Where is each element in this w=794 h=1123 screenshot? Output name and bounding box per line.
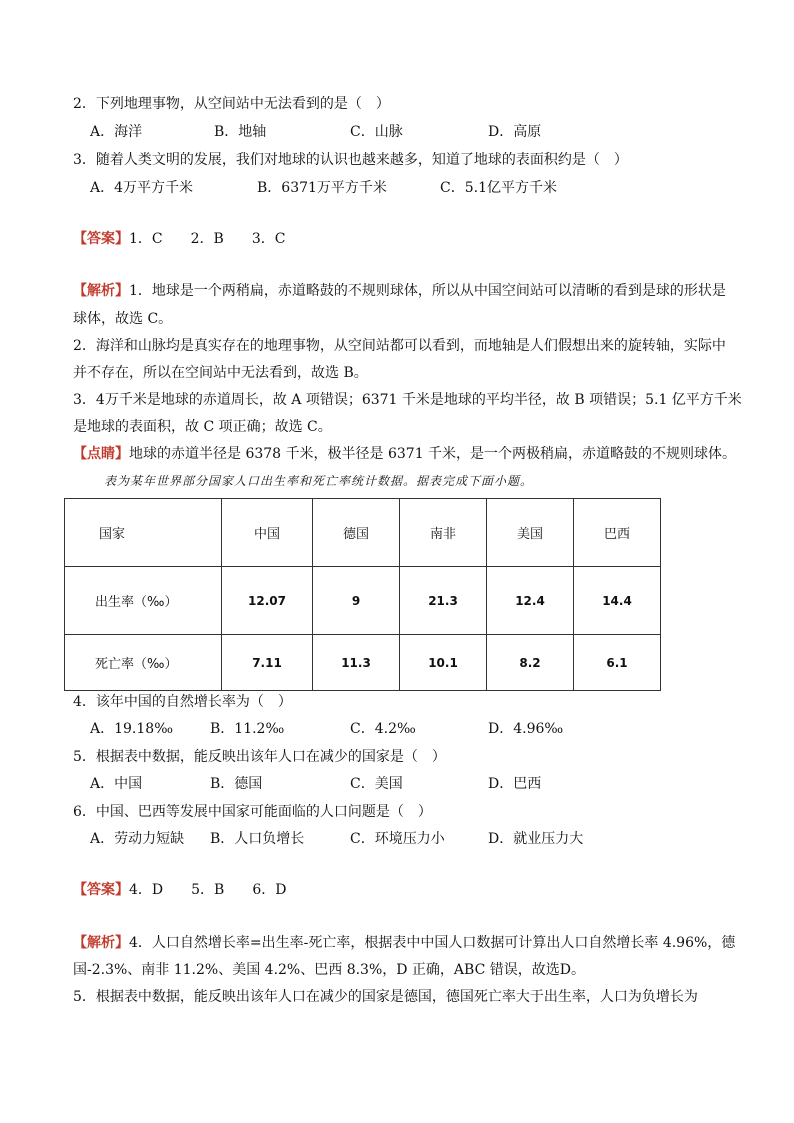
q4-option-c: C．4.2‰: [350, 721, 416, 737]
analysis-line: 国-2.3%、南非 11.2%、美国 4.2%、巴西 8.3%，D 正确，ABC 错误，故选D。: [73, 962, 585, 978]
table-cell: 8.2: [487, 635, 574, 691]
answer-text: 1．C 2．B 3．C: [129, 231, 286, 247]
q5-option-c: C．美国: [350, 776, 403, 792]
analysis-line: 球体，故选 C。: [73, 311, 173, 327]
q3-option-b: B．6371万平方千米: [257, 180, 387, 196]
key-point-text: 地球的赤道半径是 6378 千米，极半径是 6371 千米，是一个两极稍扁，赤道略鼓的不规则球体。: [129, 446, 737, 462]
analysis-line: 2．海洋和山脉均是真实存在的地理事物，从空间站都可以看到，而地轴是人们假想出来的旋转轴，实际中: [73, 338, 726, 354]
question-6-stem: 6．中国、巴西等发展中国家可能面临的人口问题是（ ）: [73, 804, 432, 820]
q5-option-b: B．德国: [210, 776, 263, 792]
q3-option-c: C．5.1亿平方千米: [440, 180, 557, 196]
question-4-stem: 4．该年中国的自然增长率为（ ）: [73, 694, 292, 710]
q2-option-d: D．高原: [488, 124, 542, 140]
q3-option-a: A．4万平方千米: [90, 180, 194, 196]
row-label: 死亡率（‰）: [65, 635, 222, 691]
question-2-stem: 2．下列地理事物，从空间站中无法看到的是（ ）: [73, 96, 390, 112]
table-header-cell: 国家: [65, 499, 222, 567]
table-cell: 6.1: [574, 635, 661, 691]
q4-option-d: D．4.96‰: [488, 721, 564, 737]
analysis-line: 3．4万千米是地球的赤道周长，故 A 项错误；6371 千米是地球的平均半径，故 B 项错误；5.1 亿平方千米: [73, 392, 742, 408]
answer-tag: 【答案】: [73, 882, 129, 898]
question-3-stem: 3．随着人类文明的发展，我们对地球的认识也越来越多，知道了地球的表面积约是（ ）: [73, 152, 628, 168]
analysis-line: 并不存在，所以在空间站中无法看到，故选 B。: [73, 365, 368, 381]
analysis-line: 1．地球是一个两稍扁，赤道略鼓的不规则球体，所以从中国空间站可以清晰的看到是球的形状是: [129, 283, 726, 299]
table-row: [65, 567, 661, 635]
q2-option-a: A．海洋: [90, 124, 143, 140]
q6-option-b: B．人口负增长: [210, 831, 305, 847]
table-row: [65, 635, 661, 691]
table-intro: 表为某年世界部分国家人口出生率和死亡率统计数据。据表完成下面小题。: [104, 474, 534, 488]
answer-tag: 【答案】: [73, 231, 129, 247]
answer-block-1: [73, 229, 285, 249]
table-cell: 21.3: [400, 567, 487, 635]
q5-option-d: D．巴西: [488, 776, 542, 792]
population-table: [64, 498, 661, 691]
answer-text: 4．D 5．B 6．D: [129, 882, 287, 898]
q6-option-d: D．就业压力大: [488, 831, 584, 847]
table-header-cell: 美国: [487, 499, 574, 567]
analysis-line: 4．人口自然增长率=出生率-死亡率，根据表中中国人口数据可计算出人口自然增长率 4.96%，德: [129, 935, 736, 951]
answer-block-2: [73, 880, 286, 900]
q6-option-c: C．环境压力小: [350, 831, 445, 847]
key-point-tag: 【点睛】: [73, 446, 129, 462]
table-cell: 12.07: [222, 567, 313, 635]
q4-option-b: B．11.2‰: [210, 721, 285, 737]
table-cell: 12.4: [487, 567, 574, 635]
q4-option-a: A．19.18‰: [90, 721, 173, 737]
table-header-cell: 南非: [400, 499, 487, 567]
question-5-stem: 5．根据表中数据，能反映出该年人口在减少的国家是（ ）: [73, 749, 446, 765]
q6-option-a: A．劳动力短缺: [90, 831, 185, 847]
analysis-block-1: [73, 281, 726, 301]
key-point: [73, 444, 736, 464]
analysis-line: 是地球的表面积，故 C 项正确；故选 C。: [73, 419, 332, 435]
table-header-cell: 巴西: [574, 499, 661, 567]
table-cell: 14.4: [574, 567, 661, 635]
table-cell: 9: [313, 567, 400, 635]
analysis-tag: 【解析】: [73, 283, 129, 299]
table-cell: 10.1: [400, 635, 487, 691]
table-cell: 11.3: [313, 635, 400, 691]
q2-option-b: B．地轴: [214, 124, 267, 140]
table-header-cell: 中国: [222, 499, 313, 567]
table-cell: 7.11: [222, 635, 313, 691]
row-label: 出生率（‰）: [65, 567, 222, 635]
q2-option-c: C．山脉: [350, 124, 403, 140]
analysis-block-2: [73, 933, 735, 953]
q5-option-a: A．中国: [90, 776, 143, 792]
analysis-line: 5．根据表中数据，能反映出该年人口在减少的国家是德国，德国死亡率大于出生率，人口为负增长为: [73, 989, 698, 1005]
analysis-tag: 【解析】: [73, 935, 129, 951]
table-header-cell: 德国: [313, 499, 400, 567]
table-header-row: [65, 499, 661, 567]
